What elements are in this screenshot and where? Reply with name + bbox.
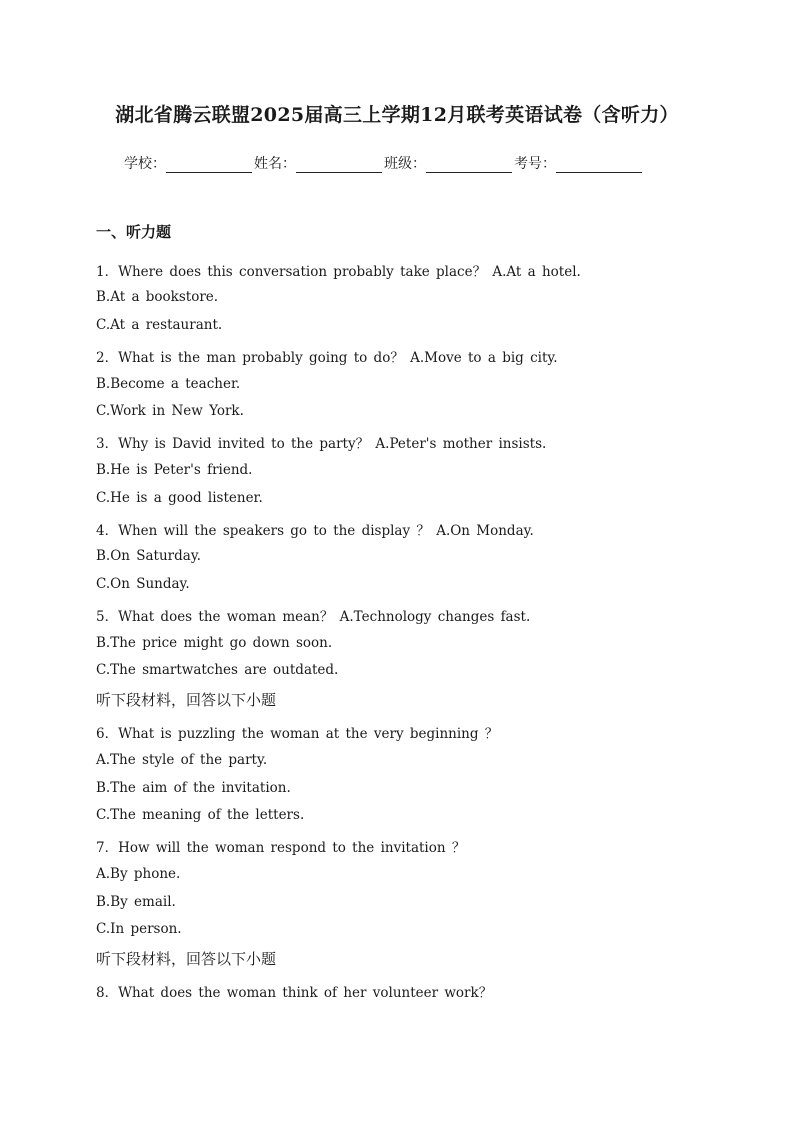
info-field-school bbox=[124, 153, 254, 173]
option-line: B.The aim of the invitation. bbox=[96, 780, 291, 796]
option-line: B.The price might go down soon. bbox=[96, 635, 333, 651]
option-line: A.The style of the party. bbox=[96, 752, 268, 768]
option-line: C.On Sunday. bbox=[96, 576, 190, 592]
question-line: 3．Why is David invited to the party？ A.Peter's mother insists. bbox=[96, 436, 547, 452]
option-line: C.The smartwatches are outdated. bbox=[96, 662, 339, 678]
question-line: 4．When will the speakers go to the display ？ A.On Monday. bbox=[96, 523, 534, 539]
option-line: C.At a restaurant. bbox=[96, 317, 223, 333]
option-line: B.By email. bbox=[96, 894, 176, 910]
question-line: 2．What is the man probably going to do？ A.Move to a big city. bbox=[96, 350, 558, 366]
option-line: C.He is a good listener. bbox=[96, 490, 263, 506]
option-line: C.The meaning of the letters. bbox=[96, 807, 305, 823]
option-line: A.By phone. bbox=[96, 866, 181, 882]
option-line: C.Work in New York. bbox=[96, 403, 244, 419]
option-line: C.In person. bbox=[96, 921, 182, 937]
info-blank-line bbox=[556, 158, 642, 173]
question-line: 1．Where does this conversation probably take place？ A.At a hotel. bbox=[96, 264, 581, 280]
info-blank-line bbox=[166, 158, 252, 173]
page-title: 湖北省腾云联盟2025届高三上学期12月联考英语试卷（含听力） bbox=[115, 104, 679, 126]
section-heading: 一、听力题 bbox=[96, 223, 172, 241]
student-info-row bbox=[124, 153, 644, 173]
section-instruction: 听下段材料，回答以下小题 bbox=[96, 950, 277, 968]
info-field-class bbox=[384, 153, 514, 173]
option-line: B.Become a teacher. bbox=[96, 376, 241, 392]
info-label: 姓名： bbox=[254, 156, 296, 172]
section-instruction: 听下段材料，回答以下小题 bbox=[96, 691, 277, 709]
info-label: 考号： bbox=[514, 156, 556, 172]
info-field-exam-number bbox=[514, 153, 644, 173]
info-label: 学校： bbox=[124, 156, 166, 172]
info-label: 班级： bbox=[384, 156, 426, 172]
option-line: B.He is Peter's friend. bbox=[96, 462, 253, 478]
question-line: 5．What does the woman mean？ A.Technology changes fast. bbox=[96, 609, 531, 625]
question-line: 6．What is puzzling the woman at the very beginning ？ bbox=[96, 726, 499, 742]
option-line: B.On Saturday. bbox=[96, 548, 201, 564]
info-field-name bbox=[254, 153, 384, 173]
question-line: 8．What does the woman think of her volunteer work？ bbox=[96, 985, 493, 1001]
option-line: B.At a bookstore. bbox=[96, 289, 219, 305]
info-blank-line bbox=[426, 158, 512, 173]
info-blank-line bbox=[296, 158, 382, 173]
question-line: 7．How will the woman respond to the invitation ？ bbox=[96, 840, 466, 856]
